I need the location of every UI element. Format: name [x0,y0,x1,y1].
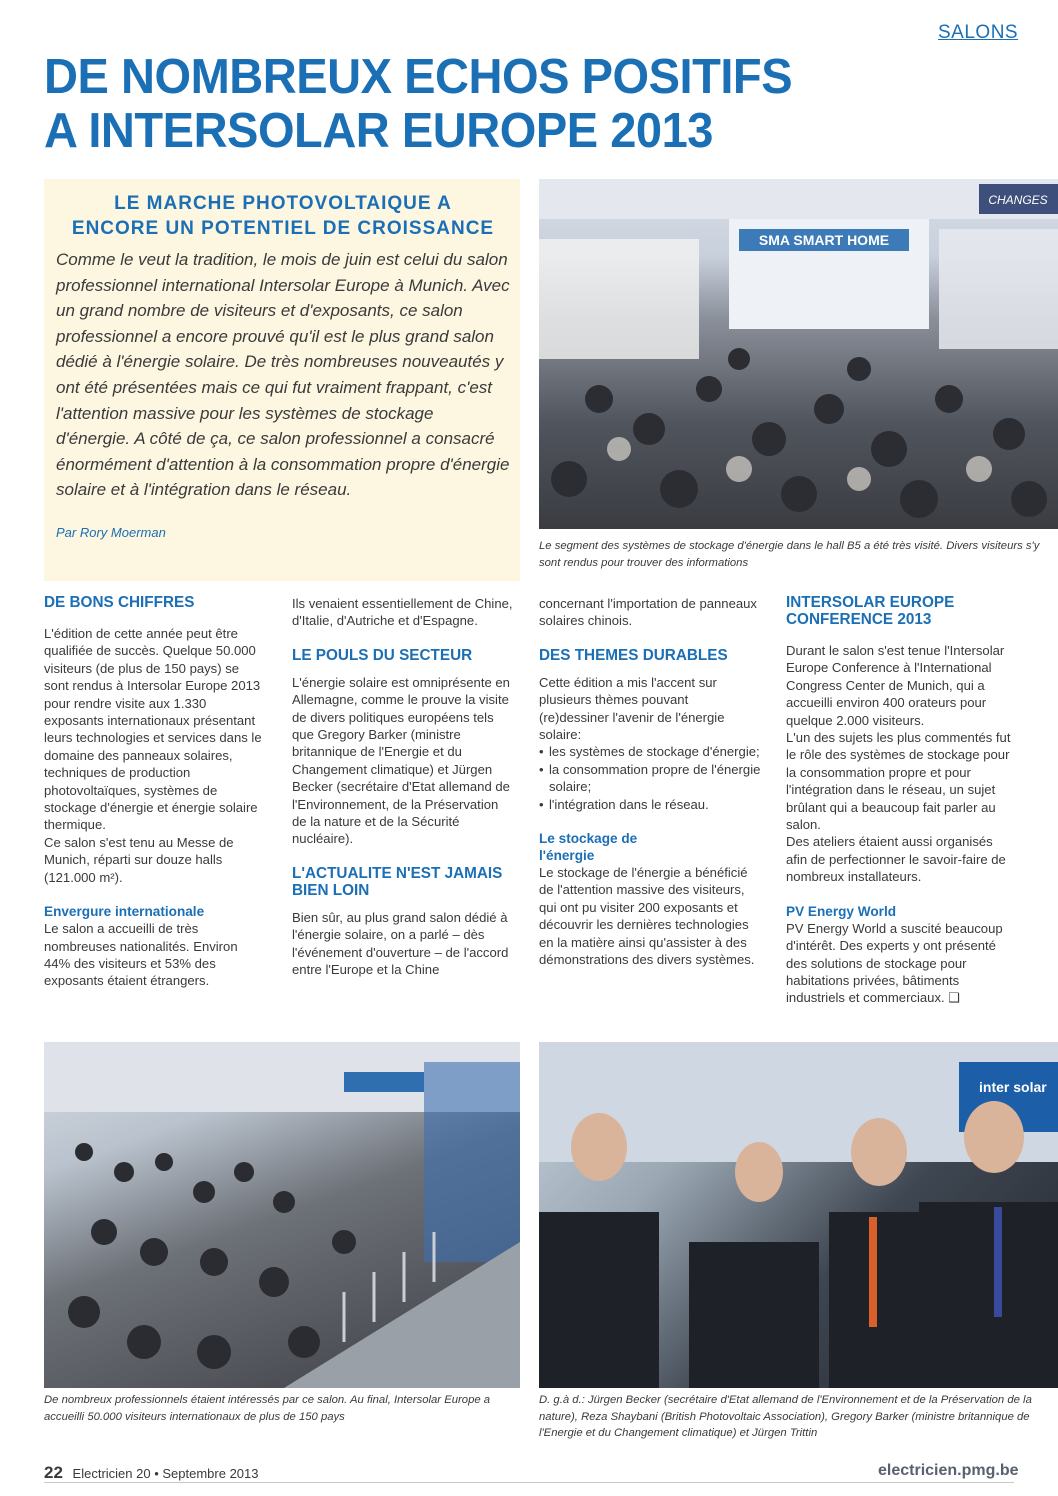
title-line-1: DE NOMBREUX ECHOS POSITIFS [44,50,793,104]
paragraph-col2-1: Ils venaient essentiellement de Chine, d'Italie, d'Autriche et d'Espagne. [292,596,513,629]
page-number: 22 [44,1463,63,1482]
photo-officials [539,1042,1058,1388]
paragraph-col1-2: Ce salon s'est tenu au Messe de Munich, réparti sur douze halls (121.000 m²). [44,834,234,885]
section-tag: SALONS [938,22,1019,43]
themes-list [539,743,761,813]
list-item: • les systèmes de stockage d'énergie; [539,743,761,760]
paragraph-col4-2: L'un des sujets les plus commentés fut le rôle des systèmes de stockage pour la consommation propre et pour l'intégration dans le réseau, un sujet brûlant qui a beaucoup fait parler au salon. [786,730,1011,833]
heading-le-stockage: Le stockage de l'énergie [539,831,638,864]
byline: Par Rory Moerman [56,524,166,540]
lead-heading [56,191,510,241]
photo1-sign-text: SMA SMART HOME [758,232,890,248]
article-column-2 [292,595,514,979]
photo3-caption-block [539,1392,1058,1442]
paragraph-col3-3: Le stockage de l'énergie a bénéficié de l'attention massive des visiteurs, qui ont pu visiter 200 exposants et découvrir les dernières technologies en la matière ainsi qu'assister à des démonstrations des divers systèmes. [539,865,755,968]
photo1-caption: Le segment des systèmes de stockage d'énergie dans le hall B5 a été très visité. Divers visiteurs s'y sont rendus pour trouver des informations [539,540,1040,569]
article-column-1 [44,594,266,990]
photo2-caption-block [44,1392,520,1425]
photo-exhibition-hall [539,179,1058,529]
photo-exhibition-hall-art [539,179,1058,529]
paragraph-col4-1: Durant le salon s'est tenue l'Intersolar Europe Conference à l'International Congress Center de Munich, qui a accueilli environ 400 orateurs pour quelque 2.000 visiteurs. [786,643,1005,728]
article-column-3 [539,595,761,969]
heading-pv-energy-world: PV Energy World [786,903,897,919]
lead-paragraph: Comme le veut la tradition, le mois de juin est celui du salon professionnel international Intersolar Europe à Munich. Avec un grand nombre de visiteurs et d'exposants, ce salon professionnel a encore prouvé qu'il est le plus grand salon dédié à l'énergie solaire. De très nombreuses nouveautés y ont été présentées mais ce qui fut vraiment frappant, c'est l'attention massive pour les systèmes de stockage d'énergie. A côté de ça, ce salon professionnel a consacré énormément d'attention à la consommation propre d'énergie solaire et à l'intégration dans le réseau. [56,250,510,500]
lead-heading-line-1: LE MARCHE PHOTOVOLTAIQUE A [114,193,452,214]
article-column-4 [786,594,1012,1007]
photo-crowd-entrance-art [44,1042,520,1388]
heading-intersolar-conference: INTERSOLAR EUROPE CONFERENCE 2013 [786,594,955,628]
website-link[interactable]: electricien.pmg.be [878,1462,1019,1479]
paragraph-col1-1: L'édition de cette année peut être qualifiée de succès. Quelque 50.000 visiteurs (de plus de 150 pays) se sont rendus à Intersolar Europe 2013 pour rendre visite aux 1.330 exposants internationaux présentant leurs technologies et services dans le domaine des panneaux solaires, techniques de production photovoltaïques, systèmes de stockage d'énergie et énergie solaire thermique. [44,626,262,833]
heading-des-themes-durables: DES THEMES DURABLES [539,646,728,664]
lead-heading-line-2: ENCORE UN POTENTIEL DE CROISSANCE [71,218,495,239]
photo1-booth-text: CHANGES [988,193,1048,207]
lead-box [44,179,520,581]
photo3-caption: D. g.à d.: Jürgen Becker (secrétaire d'Etat allemand de l'Environnement et de la Préservation de la nature), Reza Shaybani (British Photovoltaic Association), Gregory Barker (ministre britannique de l'Energie et du Changement climatique) et Jürgen Trittin [539,1394,1032,1439]
paragraph-col2-2: L'énergie solaire est omniprésente en Allemagne, comme le prouve la visite de divers politiques européens tels que Gregory Barker (ministre britannique de l'Energie et du Changement climatique) et Jürgen Becker (secrétaire d'Etat allemand de l'Environnement, de la Préservation de la nature et de la Sécurité nucléaire). [292,674,510,847]
photo2-caption: De nombreux professionnels étaient intéressés par ce salon. Au final, Intersolar Europe a accueilli 50.000 visiteurs internationaux de plus de 150 pays [44,1394,491,1423]
paragraph-col3-1: concernant l'importation de panneaux solaires chinois. [539,596,757,629]
paragraph-col2-3: Bien sûr, au plus grand salon dédié à l'énergie solaire, on a parlé – dès l'événement d'ouverture – de l'accord entre l'Europe et la Chine [292,909,509,978]
paragraph-col4-4: PV Energy World a suscité beaucoup d'intérêt. Des experts y ont présenté des solutions de stockage pour habitations privées, bâtiments industriels et commerciaux. ❑ [786,920,1003,1006]
photo-officials-art [539,1042,1058,1388]
photo1-caption-block [539,538,1058,571]
footer-left [44,1463,258,1483]
heading-le-pouls-du-secteur: LE POULS DU SECTEUR [292,646,473,664]
heading-actualite: L'ACTUALITE N'EST JAMAIS BIEN LOIN [292,864,503,899]
paragraph-col1-3: Le salon a accueilli de très nombreuses nationalités. Environ 44% des visiteurs et 53% des exposants étaient étrangers. [44,921,238,989]
photo3-sign-text: inter solar [979,1079,1047,1095]
photo-crowd-entrance [44,1042,520,1388]
paragraph-col4-3: Des ateliers étaient aussi organisés afin de perfectionner le savoir-faire de nombreux installateurs. [786,834,1006,885]
heading-envergure-internationale: Envergure internationale [44,904,205,920]
heading-de-bons-chiffres: DE BONS CHIFFRES [44,594,195,611]
list-item: • l'intégration dans le réseau. [539,796,761,813]
footer-divider [44,1482,1014,1483]
issue-info: Electricien 20 • Septembre 2013 [72,1466,259,1481]
title-line-2: A INTERSOLAR EUROPE 2013 [44,104,713,158]
list-item: • la consommation propre de l'énergie solaire; [539,761,761,796]
paragraph-col3-2: Cette édition a mis l'accent sur plusieurs thèmes pouvant (re)dessiner l'avenir de l'énergie solaire: [539,674,725,743]
page-title [44,50,792,158]
